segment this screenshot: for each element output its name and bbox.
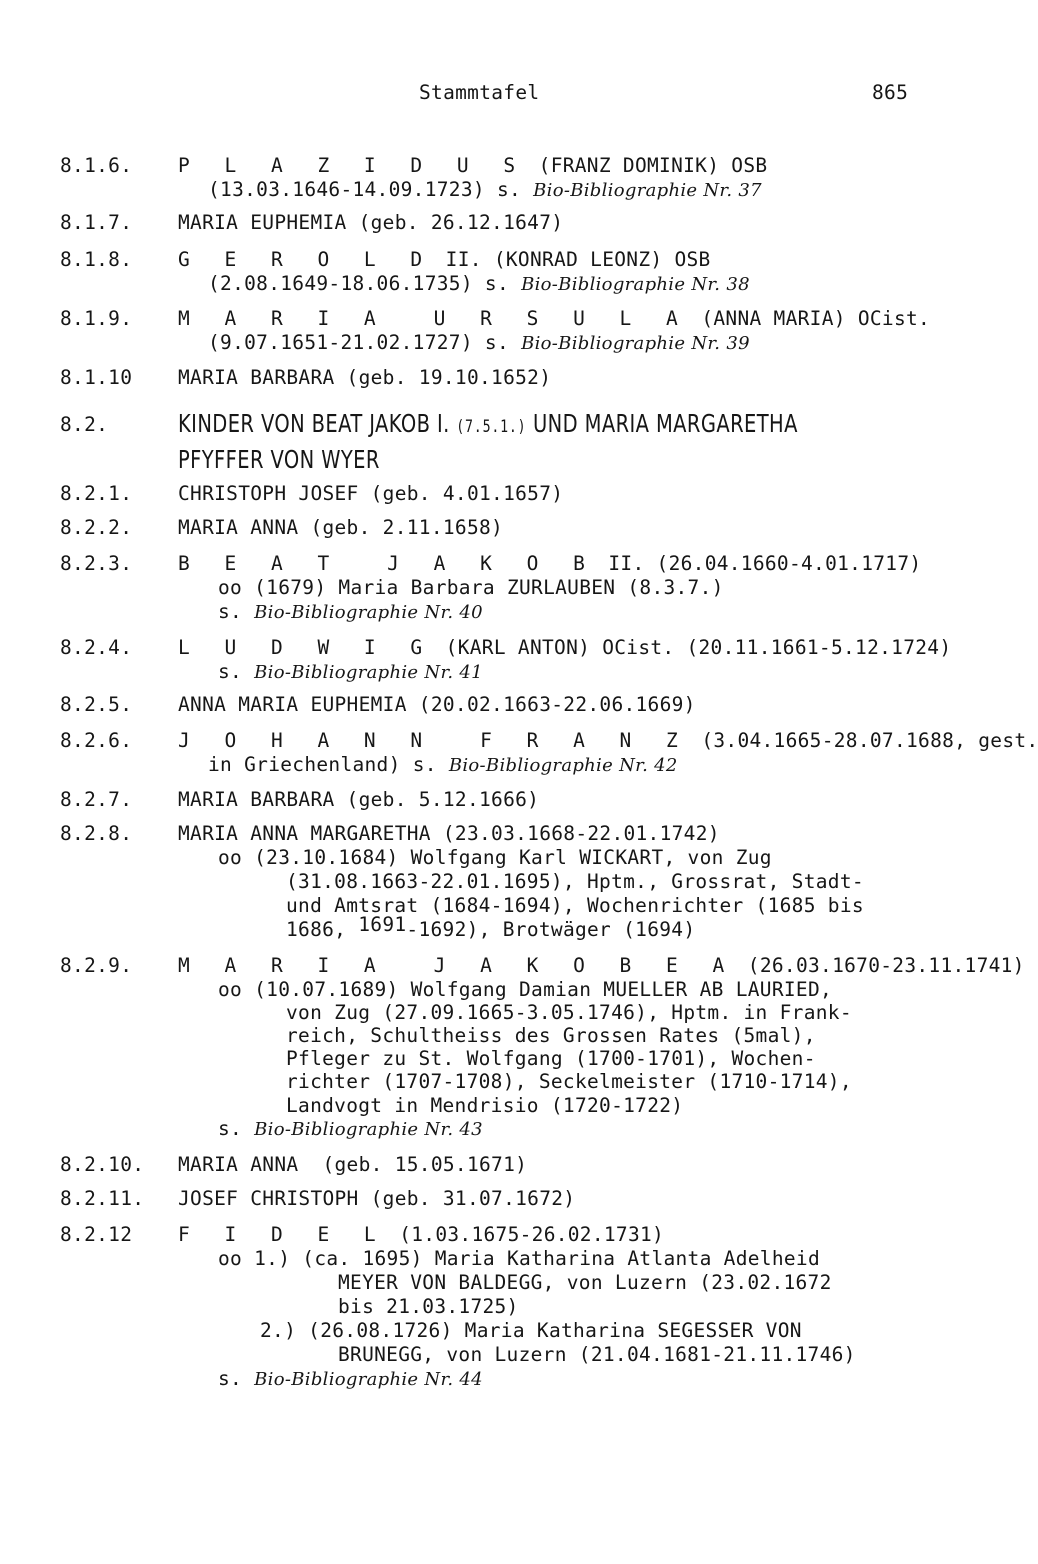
bibliography-ref: Bio-Bibliographie Nr. 39: [521, 333, 750, 354]
person-name: F I D E L: [178, 1223, 388, 1246]
bibliography-ref: Bio-Bibliographie Nr. 40: [254, 602, 483, 623]
entry-number: 8.2.9.: [60, 954, 133, 977]
see-marker: s.: [484, 331, 510, 354]
text-fragment: 1686,: [286, 918, 359, 941]
entry-number: 8.2.2.: [60, 516, 133, 539]
marriage-line: oo (1679) Maria Barbara ZURLAUBEN (8.3.7.): [218, 576, 724, 599]
section-number: 8.2.: [60, 413, 109, 436]
see-marker: s.: [218, 660, 243, 683]
entry-text: MARIA BARBARA (geb. 5.12.1666): [178, 788, 540, 811]
marriage-line: oo (23.10.1684) Wolfgang Karl WICKART, von Zug: [218, 846, 772, 869]
heading-text: UND MARIA MARGARETHA: [532, 409, 798, 438]
marriage-line: oo 1.) (ca. 1695) Maria Katharina Atlanta Adelheid: [218, 1247, 820, 1270]
person-name: P L A Z I D U S: [178, 154, 527, 177]
entry-line: [208, 331, 750, 356]
entry-number: 8.2.11.: [60, 1187, 145, 1210]
entry-number: 8.2.7.: [60, 788, 133, 811]
entry-number: 8.1.6.: [60, 154, 133, 177]
entry-text: MARIA EUPHEMIA (geb. 26.12.1647): [178, 211, 564, 234]
person-name: M A R I A J A K O B E A: [178, 954, 736, 977]
entry-detail: (KARL ANTON) OCist. (20.11.1661-5.12.1724): [433, 636, 952, 659]
dates: (9.07.1651-21.02.1727): [208, 331, 485, 354]
see-marker: s.: [496, 178, 522, 201]
entry-heading: [178, 307, 930, 331]
entry-text: MARIA ANNA MARGARETHA (23.03.1668-22.01.1742): [178, 822, 720, 845]
entry-line: [218, 1117, 483, 1142]
spouse-detail: richter (1707-1708), Seckelmeister (1710-1714),: [286, 1070, 852, 1093]
entry-detail: II. (KONRAD LEONZ) OSB: [433, 248, 711, 271]
see-marker: s.: [412, 753, 437, 776]
entry-number: 8.2.8.: [60, 822, 133, 845]
entry-number: 8.2.1.: [60, 482, 133, 505]
entry-line: [218, 600, 483, 625]
entry-number: 8.2.5.: [60, 693, 133, 716]
spouse-detail: MEYER VON BALDEGG, von Luzern (23.02.1672: [338, 1271, 832, 1294]
person-name: B E A T J A K O B: [178, 552, 597, 575]
death-place: in Griechenland): [208, 753, 413, 776]
entry-detail: (26.03.1670-23.11.1741): [735, 954, 1025, 977]
entry-line: [218, 1367, 483, 1392]
spouse-detail: und Amtsrat (1684-1694), Wochenrichter (1685 bis: [286, 894, 864, 917]
entry-text: MARIA ANNA (geb. 2.11.1658): [178, 516, 504, 539]
section-heading-line2: PFYFFER VON WYER: [178, 445, 380, 474]
spouse-detail: [286, 913, 696, 942]
entry-line: [218, 660, 483, 685]
marriage-line: oo (10.07.1689) Wolfgang Damian MUELLER AB LAURIED,: [218, 978, 833, 1001]
dates: (13.03.1646-14.09.1723): [208, 178, 497, 201]
entry-text: CHRISTOPH JOSEF (geb. 4.01.1657): [178, 482, 564, 505]
entry-heading: [178, 729, 1038, 753]
see-marker: s.: [218, 1367, 243, 1390]
entry-detail: (FRANZ DOMINIK) OSB: [526, 154, 768, 177]
text-fragment: 1691: [358, 913, 407, 936]
person-name: L U D W I G: [178, 636, 434, 659]
heading-text: KINDER VON BEAT JAKOB I.: [178, 409, 450, 438]
entry-line: [208, 272, 750, 297]
entry-number: 8.1.10: [60, 366, 133, 389]
entry-line: [208, 178, 762, 203]
spouse-detail: Landvogt in Mendrisio (1720-1722): [286, 1094, 684, 1117]
entry-text: MARIA ANNA (geb. 15.05.1671): [178, 1153, 528, 1176]
entry-number: 8.1.7.: [60, 211, 133, 234]
spouse-detail: (31.08.1663-22.01.1695), Hptm., Grossrat, Stadt-: [286, 870, 864, 893]
spouse-detail: bis 21.03.1725): [338, 1295, 519, 1318]
entry-number: 8.1.9.: [60, 307, 133, 330]
section-heading: [178, 406, 798, 445]
entry-number: 8.2.10.: [60, 1153, 145, 1176]
entry-number: 8.1.8.: [60, 248, 133, 271]
see-marker: s.: [218, 600, 243, 623]
entry-heading: [178, 154, 767, 178]
entry-number: 8.2.6.: [60, 729, 133, 752]
entry-number: 8.2.4.: [60, 636, 133, 659]
bibliography-ref: Bio-Bibliographie Nr. 41: [254, 662, 483, 683]
entry-detail: (3.04.1665-28.07.1688, gest.: [689, 729, 1038, 752]
cross-reference: (7.5.1.): [456, 417, 527, 437]
entry-heading: [178, 248, 711, 272]
spouse-detail: BRUNEGG, von Luzern (21.04.1681-21.11.1746): [338, 1343, 856, 1366]
entry-line: [208, 753, 678, 778]
bibliography-ref: Bio-Bibliographie Nr. 42: [448, 755, 678, 776]
spouse-detail: reich, Schultheiss des Grossen Rates (5mal),: [286, 1024, 816, 1047]
dates: (2.08.1649-18.06.1735): [208, 272, 485, 295]
spouse-detail: von Zug (27.09.1665-3.05.1746), Hptm. in Frank-: [286, 1001, 852, 1024]
entry-text: JOSEF CHRISTOPH (geb. 31.07.1672): [178, 1187, 576, 1210]
entry-number: 8.2.3.: [60, 552, 133, 575]
entry-detail: (1.03.1675-26.02.1731): [387, 1223, 665, 1246]
bibliography-ref: Bio-Bibliographie Nr. 43: [254, 1119, 483, 1140]
see-marker: s.: [218, 1117, 243, 1140]
person-name: M A R I A U R S U L A: [178, 307, 690, 330]
see-marker: s.: [484, 272, 510, 295]
running-title: Stammtafel: [419, 81, 540, 104]
entry-heading: [178, 954, 1025, 978]
bibliography-ref: Bio-Bibliographie Nr. 38: [521, 274, 750, 295]
entry-detail: (ANNA MARIA) OCist.: [689, 307, 931, 330]
entry-heading: [178, 552, 921, 576]
person-name: J O H A N N F R A N Z: [178, 729, 690, 752]
entry-text: ANNA MARIA EUPHEMIA (20.02.1663-22.06.1669): [178, 693, 696, 716]
text-fragment: -1692), Brotwäger (1694): [406, 918, 696, 941]
entry-heading: [178, 1223, 664, 1247]
spouse-detail: Pfleger zu St. Wolfgang (1700-1701), Wochen-: [286, 1047, 816, 1070]
person-name: G E R O L D: [178, 248, 434, 271]
entry-text: MARIA BARBARA (geb. 19.10.1652): [178, 366, 552, 389]
entry-heading: [178, 636, 951, 660]
bibliography-ref: Bio-Bibliographie Nr. 37: [533, 180, 762, 201]
page-number: 865: [872, 81, 909, 104]
entry-detail: II. (26.04.1660-4.01.1717): [596, 552, 922, 575]
bibliography-ref: Bio-Bibliographie Nr. 44: [254, 1369, 483, 1390]
marriage-line: 2.) (26.08.1726) Maria Katharina SEGESSER VON: [260, 1319, 802, 1342]
entry-number: 8.2.12: [60, 1223, 133, 1246]
